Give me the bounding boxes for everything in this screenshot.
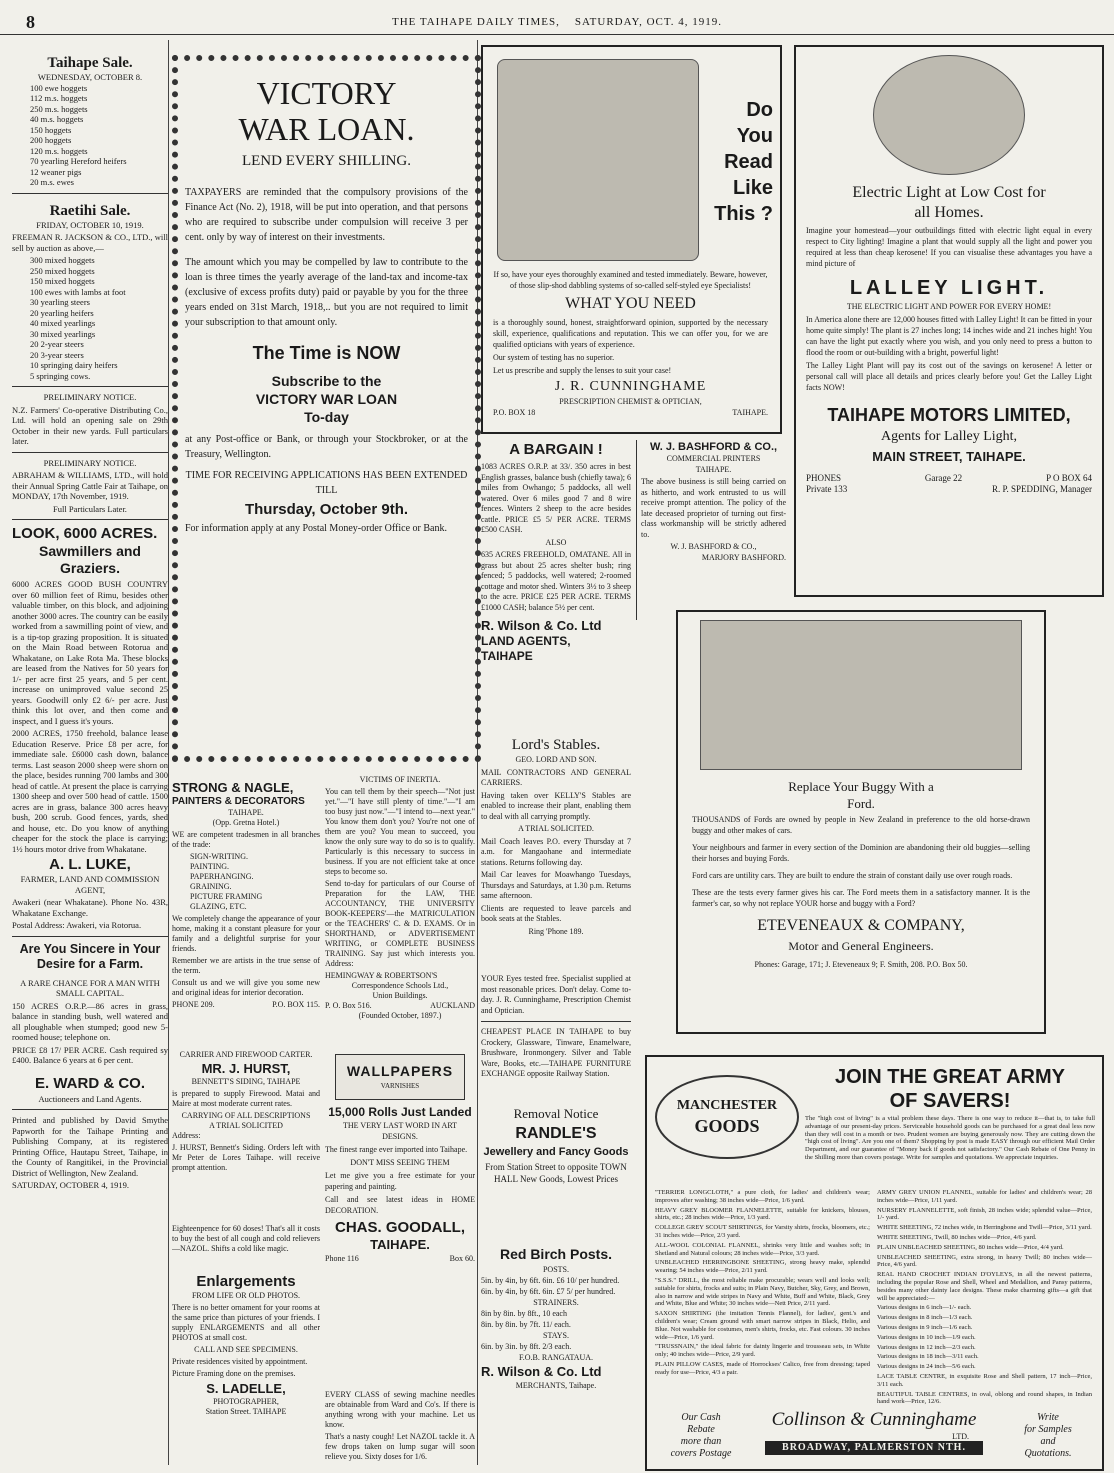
rebate-line: Our Cash <box>681 1412 721 1423</box>
lot-list <box>12 255 168 381</box>
ad-price: PRICE £8 17/ PER ACRE. Cash required sy £400. Balance 6 years at 6 per cent. <box>12 1044 168 1065</box>
ad-name: J. R. CUNNINGHAME <box>554 379 707 394</box>
ad-paragraph: The Lalley Light Plant will pay its cost out of the savings on kerosene! A letter or personal call will place all details and prices clearly before you! Get the Lalley Light facts NOW! <box>806 361 1092 392</box>
ad-paragraph: From Station Street to opposite TOWN HALL New Goods, Lowest Prices <box>485 1162 627 1184</box>
logo-text-2: GOODS <box>694 1116 760 1136</box>
ad-role: PHOTOGRAPHER, <box>213 1397 279 1406</box>
taihape-sale-ad <box>12 54 168 188</box>
ad-address: Station Street. TAIHAPE <box>205 1407 287 1416</box>
ad-title: VICTORY <box>256 75 397 111</box>
ad-paragraph: Having taken over KELLY'S Stables are enabled to increase their plant, enabling them to deal with all carrying promptly. <box>481 790 631 821</box>
eyes-tested-ad: YOUR Eyes tested free. Specialist supplied at most reasonable prices. Don't delay. Come to-day. J. R. Cunninghame, Prescription Chemist and Optician. <box>481 974 631 1015</box>
ad-line: A TRIAL SOLICITED <box>209 1121 283 1130</box>
product-item: PLAIN PILLOW CASES, made of Horrockses' Calico, free from dressing; taped ready for use—Price, 4/3 a pair. <box>655 1360 870 1376</box>
sale-date: WEDNESDAY, OCTOBER 8. <box>37 72 143 82</box>
wallpaper-banner <box>335 1054 465 1100</box>
founded: (Founded October, 1897.) <box>358 1011 442 1020</box>
small-ads <box>325 1388 475 1468</box>
fob: F.O.B. RANGATAUA. <box>518 1353 594 1362</box>
ad-title: W. J. BASHFORD & CO., <box>649 441 778 453</box>
ad-paragraph: at any Post-office or Bank, or through your Stockbroker, or at the Treasury, Wellington. <box>185 434 468 460</box>
sewing-ad: EVERY CLASS of sewing machine needles are obtainable from Ward and Co's. If there is anything wrong with your machine. Let us know. <box>325 1390 475 1429</box>
ad-name: CHAS. GOODALL, <box>335 1219 465 1236</box>
ad-subtitle: Sawmillers and Graziers. <box>39 543 141 576</box>
products-right <box>877 1189 1092 1408</box>
ad-paragraph: J. HURST, Bennett's Siding. Orders left with Mr Peter de Lores Taihape. will receive prompt attention. <box>172 1143 320 1172</box>
product-item: REAL HAND CROCHET INDIAN D'OYLEYS, in all the newest patterns, including the popular Rose and Shell, Wheel and Medallion, and Pansy patterns, besides many other dainty lace designs. These make charming gifts—a gift that will be appreciated:— <box>877 1271 1092 1302</box>
town: TAIHAPE. <box>228 808 264 817</box>
lot-item: 250 m.s. hoggets <box>30 103 88 114</box>
agent-role: Auctioneers and Land Agents. <box>38 1093 142 1104</box>
trade-item: GLAZING, ETC. <box>190 902 247 911</box>
lot-item: 20 3-year steers <box>30 349 84 360</box>
ad-title: LOOK, 6000 ACRES. <box>12 525 158 542</box>
look-6000-acres-ad <box>12 525 168 931</box>
write-line: and <box>1040 1436 1056 1447</box>
notice-body: ABRAHAM & WILLIAMS, LTD., will hold their Annual Spring Cattle Fair at Taihape, on MONDAY, 17th November, 1919. <box>12 470 168 501</box>
ad-subtitle: BENNETT'S SIDING, TAIHAPE <box>191 1077 301 1086</box>
write-for-samples <box>1002 1412 1094 1460</box>
po-box: P.O. BOX 115. <box>272 1000 320 1009</box>
subscribe-line: Subscribe to the <box>271 373 382 389</box>
ad-name: S. LADELLE, <box>206 1381 286 1396</box>
firm-name: R. Wilson & Co. Ltd <box>481 618 602 633</box>
manchester-goods-ad <box>645 1055 1104 1471</box>
agent-name: A. L. LUKE, <box>49 856 131 873</box>
stays-line: 6in. by 3in. by 8ft. 2/3 each. <box>481 1342 572 1351</box>
ad-paragraph: Send to-day for particulars of our Course of Preparation for the LAW, THE ACCOUNTANCY, THE UNIVERSITY BOOK-KEEPERS'—the MATRICULATION or the TEACHERS' C. & D. EXAMS. Or in SHORTHAND, or ADVERTISEMENT WRITING, or COMPLETE BUSINESS TRAINING. Say just which interests you. Address: <box>325 879 475 968</box>
ad-body-2: 2000 ACRES, 1750 freehold, balance lease Education Reserve. Price £8 per acre, for immediate sale. £6000 cash down, balance terms. Last season 2000 sheep were shorn on the place, besides running 700 lambs and 300 head of cattle. At present the place is carrying 1300 sheep and over 500 head of cattle. 1500 acres are in grass, balance 300 acres heavy bush, 200 scrub. Good fences, yards, shed and house, etc. Do you know of anything cheaper for the stock the place is carrying; 1½ hours motor drive from Whakatane. <box>12 728 168 854</box>
victims-of-inertia-ad <box>325 775 475 1043</box>
firm-name: HEMINGWAY & ROBERTSON'S <box>325 971 438 980</box>
brand-tagline: THE ELECTRIC LIGHT AND POWER FOR EVERY HOME! <box>846 302 1052 311</box>
optician-ad <box>481 45 782 434</box>
ad-subtitle: COMMERCIAL PRINTERS <box>666 454 761 463</box>
bargain-ad <box>481 440 631 725</box>
lot-item: 40 mixed yearlings <box>30 318 96 328</box>
price-line: 6in. by 4in, by 6ft. 6in. £7 5/ per hundred. <box>481 1287 616 1296</box>
firm-name: Collinson & Cunninghame <box>771 1409 977 1430</box>
ad-subtitle: LEND EVERY SHILLING. <box>241 153 411 169</box>
company-name: TAIHAPE MOTORS LIMITED, <box>827 405 1071 425</box>
garage-phone: Garage 22 <box>924 473 963 483</box>
ad-paragraph: Mail Coach leaves P.O. every Thursday at 7 a.m. for Mangaohane and intermediate stations. Returns following day. <box>481 836 631 867</box>
firm-ltd: LTD. <box>952 1432 969 1441</box>
farm-sincere-ad <box>12 942 168 1105</box>
company-role: Motor and General Engineers. <box>788 939 934 953</box>
headline-2: all Homes. <box>914 204 984 221</box>
phones-label: PHONES <box>806 473 842 483</box>
small-ads-col3 <box>481 972 631 1092</box>
town: TAIHAPE. <box>370 1237 430 1252</box>
agent-name: E. WARD & CO. <box>34 1074 145 1092</box>
ad-line: DON'T MISS SEEING THEM <box>350 1158 450 1167</box>
ad-name: RANDLE'S <box>515 1125 597 1142</box>
firm-detail: Union Buildings. <box>372 991 428 1000</box>
product-item: Various designs in 6 inch—1/- each. <box>877 1304 972 1312</box>
headline: Electric Light at Low Cost for <box>852 184 1046 201</box>
product-item: ARMY GREY UNION FLANNEL, suitable for ladies' and children's wear; 28 inches wide—Price, 1/11 yard. <box>877 1189 1092 1204</box>
headline: You <box>736 125 773 147</box>
ad-paragraph: Remember we are artists in the true sense of the term. <box>172 956 320 975</box>
ad-subtitle: GEO. LORD AND SON. <box>515 755 597 764</box>
product-item: Various designs in 9 inch—1/6 each. <box>877 1323 973 1331</box>
street: MAIN STREET, TAIHAPE. <box>872 449 1026 464</box>
firm-name: R. Wilson & Co. Ltd <box>481 1364 602 1379</box>
po-box: P.O. BOX 18 <box>493 408 536 417</box>
nazol-ad-2: That's a nasty cough! Let NAZOL tackle it. A few drops taken on lump sugar will soon relieve you. Sixty doses for 1/6. <box>325 1432 475 1461</box>
trade-list <box>172 852 320 912</box>
ad-line: Our system of testing has no superior. <box>493 353 615 362</box>
ad-paragraph: is a thoroughly sound, honest, straightforward opinion, supported by the necessary skill, experience, qualifications and reputation. This we can offer you, for we are qualified opticians with years of experience. <box>493 318 768 349</box>
ad-paragraph: WE are competent tradesmen in all branches of the trade: <box>172 830 320 849</box>
notice-body: N.Z. Farmers' Co-operative Distributing Co., Ltd. will hold an opening sale on 29th October in their new yards. Full particulars later. <box>12 404 168 446</box>
ad-title: VICTIMS OF INERTIA. <box>359 775 441 784</box>
ad-paragraph: These are the tests every farmer gives his car. The Ford meets them in a satisfactory manner. It is the farmer's car, so why not replace YOUR horse and buggy with a Ford? <box>692 888 1030 908</box>
cash-rebate <box>655 1412 747 1460</box>
ad-line: CARRYING OF ALL DESCRIPTIONS <box>181 1111 311 1120</box>
headline: Do <box>746 99 773 121</box>
ad-paragraph: MAIL CONTRACTORS AND GENERAL CARRIERS. <box>481 767 631 787</box>
ad-paragraph: There is no better ornament for your rooms at the same price than pictures of your friends. I supply ENLARGEMENTS and all other PHOTOS at small cost. <box>172 1303 320 1342</box>
ad-paragraph: Mail Car leaves for Moawhango Tuesdays, Thursdays and Saturdays, at 1.30 p.m. Returns same afternoon. <box>481 870 631 900</box>
enlargements-ad <box>172 1272 320 1467</box>
strong-nagle-ad <box>172 780 320 1038</box>
preliminary-notice-1 <box>12 392 168 447</box>
trade-item: PAINTING. <box>190 862 230 871</box>
reading-men-illustration <box>497 59 699 261</box>
product-item: WHITE SHEETING, Twill, 80 inches wide—Price, 4/6 yard. <box>877 1233 1037 1241</box>
product-item: "TRUSSNAIN," the ideal fabric for dainty lingerie and trousseau sets, in White only; 40 inches wide—Price, 2/9 yard. <box>655 1343 870 1359</box>
product-item: "S.S.S." DRILL, the most reliable make procurable; wears well and looks well; suitable for shirts, frocks and suits; in Plain Navy, Butcher, Sky, Grey, and Brown, also in narrow and wide stripes in Navy and White, Buff and White, Black, Grey and White, Blue and White; 30 inches wide—Nett Price, 2/11 yard. <box>655 1276 870 1308</box>
price-line: 8in by 8in. by 8ft., 10 each <box>481 1309 567 1318</box>
lot-item: 70 yearling Hereford heifers <box>30 156 127 166</box>
ad-paragraph: We completely change the appearance of your home, making it a constant pleasure for your family and a delightful surprise for your friends. <box>172 914 320 953</box>
po-box: Box 60. <box>449 1254 475 1263</box>
ad-title: 15,000 Rolls Just Landed <box>328 1105 472 1119</box>
firm-street: BROADWAY, PALMERSTON NTH. <box>765 1441 983 1455</box>
column-1 <box>12 40 168 1465</box>
headline-2: Ford. <box>847 796 875 811</box>
product-item: NURSERY FLANNELETTE, soft finish, 28 inches wide; splendid value—Price, 1/- yard. <box>877 1206 1092 1222</box>
agents-line: Agents for Lalley Light, <box>880 429 1018 444</box>
imprint-body: Printed and published by David Smythe Papworth for the Taihape Printing and Publishing Company, at its registered Printing Office, Hautapu Street, Taihape, in the County of Rangitikei, in the Provincial District of Wellington, New Zealand. <box>12 1115 168 1178</box>
product-item: UNBLEACHED SHEETING, extra strong, in heavy Twill; 80 inches wide—Price, 4/6 yard. <box>877 1253 1092 1269</box>
lot-item: 20 yearling heifers <box>30 307 94 318</box>
private-phone: Private 133 <box>806 484 848 494</box>
ad-paragraph: Imagine your homestead—your outbuildings fitted with electric light equal in every respect to City lighting! Imagine a plant that would supply all the light and power you required at less than cheap kerosene! If you can visualise these advantages you have a mind picture of <box>806 226 1092 268</box>
signature: W. J. BASHFORD & CO., <box>670 542 757 551</box>
ad-paragraph: You can tell them by their speech—"Not just yet."—"I have still plenty of time."—"I am too busy just now."—"I intend to—next year." You know them don't you? You're not one of them are you? You mean to succeed, you know the only sure way to do so is to qualify. Particularly is this necessary to success in business. If you are not efficient take at once steps to become so. <box>325 787 475 876</box>
ad-paragraph: Private residences visited by appointment. <box>172 1357 308 1366</box>
preliminary-notice-2 <box>12 458 168 515</box>
ad-title: Taihape Sale. <box>47 55 133 71</box>
extended-notice: TIME FOR RECEIVING APPLICATIONS HAS BEEN EXTENDED TILL <box>185 470 468 496</box>
imprint <box>12 1115 168 1191</box>
newspaper-title: THE TAIHAPE DAILY TIMES, <box>391 16 560 28</box>
ad-paragraph: The finest range ever imported into Taihape. <box>325 1145 468 1154</box>
product-item: Various designs in 12 inch—2/3 each. <box>877 1343 976 1351</box>
ford-ad <box>676 610 1046 1034</box>
brand-name: LALLEY LIGHT. <box>849 277 1049 299</box>
trade-item: PAPERHANGING. <box>190 872 254 881</box>
firm-detail: Correspondence Schools Ltd., <box>351 981 449 990</box>
lot-item: 20 2-year steers <box>30 339 84 349</box>
ad-role: PRESCRIPTION CHEMIST & OPTICIAN, <box>559 397 702 406</box>
lot-item: 100 ewe hoggets <box>30 82 88 93</box>
ad-title: STRONG & NAGLE, <box>172 780 294 795</box>
lot-item: 12 weaner pigs <box>30 166 82 177</box>
ad-paragraph: Call and see latest ideas in HOME DECORATION. <box>325 1195 475 1215</box>
lot-item: 250 mixed hoggets <box>30 265 95 276</box>
phone: PHONE 209. <box>172 1000 215 1009</box>
lot-item: 112 m.s. hoggets <box>30 93 88 103</box>
ad-paragraph: Clients are requested to leave parcels and book seats at the Stables. <box>481 903 631 923</box>
banner-text: WALLPAPERS <box>346 1063 454 1079</box>
ad-line: A TRIAL SOLICITED. <box>518 824 594 833</box>
product-item: HEAVY GREY BLOOMER FLANNELETTE, suitable for knickers, blouses, shirts, etc.; 28 inches wide—Price, 1/3 yard. <box>655 1206 870 1222</box>
ad-paragraph: TAXPAYERS are reminded that the compulsory provisions of the Finance Act (No. 2), 1918, will be put into operation, and that persons who are required to subscribe under compulsion will receive 3 per cent. only by way of interest on their investments. <box>185 187 468 243</box>
notice-footer: Full Particulars Later. <box>53 503 127 514</box>
lot-item: 300 mixed hoggets <box>30 255 95 265</box>
phone: Ring 'Phone 189. <box>528 926 584 936</box>
lot-list <box>12 83 168 188</box>
ad-subtitle: FROM LIFE OR OLD PHOTOS. <box>191 1291 301 1300</box>
price-line: 5in. by 4in, by 6ft. 6in. £6 10/ per hundred. <box>481 1276 620 1285</box>
issue-date: SATURDAY, OCT. 4, 1919. <box>574 16 723 28</box>
lot-item: 120 m.s. hoggets <box>30 145 88 156</box>
lalley-light-ad <box>794 45 1104 597</box>
lot-item: 40 m.s. hoggets <box>30 114 84 124</box>
ad-paragraph: The above business is still being carried on as hitherto, and work entrusted to us will receive prompt attention. The policy of the late deceased proprietor of turning out first-class workmanship will be strictly adhered to. <box>641 477 786 539</box>
agent-role: FARMER, LAND AND COMMISSION AGENT, <box>20 874 160 895</box>
products-left <box>655 1189 870 1379</box>
ad-paragraph: Picture Framing done on the premises. <box>172 1369 296 1378</box>
phone: Phone 116 <box>325 1254 359 1263</box>
price-line: 8in. by 8in. by 7ft. 11/ each. <box>481 1320 571 1329</box>
ad-paragraph: Ford cars are untility cars. They are built to endure the strain of constant daily use over rough roads. <box>692 871 1013 880</box>
write-line: for Samples <box>1024 1424 1072 1435</box>
agent-address: Awakeri (near Whakatane). Phone No. 43R, Whakatane Exchange. <box>12 897 168 918</box>
product-item: Various designs in 8 inch—1/3 each. <box>877 1314 973 1322</box>
ad-body: FREEMAN R. JACKSON & CO., LTD., will sell by auction as above,— <box>12 232 168 253</box>
town: TAIHAPE. <box>695 464 732 474</box>
lot-item: 5 springing cows. <box>30 370 91 381</box>
rebate-line: covers Postage <box>670 1448 732 1459</box>
masthead <box>0 10 1114 35</box>
product-item: Various designs in 24 inch—5/6 each. <box>877 1363 976 1371</box>
sale-date: FRIDAY, OCTOBER 10, 1919. <box>36 219 144 230</box>
ad-paragraph: is prepared to supply Firewood. Matai and Maire at most moderate current rates. <box>172 1089 320 1108</box>
logo-text: MANCHESTER <box>676 1098 778 1113</box>
loan-name: VICTORY WAR LOAN <box>255 391 398 407</box>
ad-body: 150 ACRES O.R.P.—86 acres in grass, balance in standing bush, well watered and all ploughable when stumped; good new 5-roomed house; telephone on. <box>12 1000 168 1042</box>
rebate-line: more than <box>680 1436 722 1447</box>
notice-title: PRELIMINARY NOTICE. <box>43 457 137 468</box>
lot-item: 150 hoggets <box>30 124 72 135</box>
po-box: P. O. Box 516. <box>325 1001 372 1010</box>
deadline-date: Thursday, October 9th. <box>244 501 409 518</box>
ad-title: Red Birch Posts. <box>499 1246 613 1262</box>
manager: R. P. SPEDDING, Manager <box>992 484 1092 494</box>
section-strainers: STRAINERS. <box>533 1298 579 1307</box>
banner-sub: VARNISHES <box>380 1082 420 1090</box>
lot-item: 30 mixed yearlings <box>30 328 96 339</box>
trade-item: SIGN-WRITING. <box>190 852 248 861</box>
ad-paragraph: Your neighbours and farmer in every section of the Dominion are abandoning their old buggies—selling their horses and buying Fords. <box>692 843 1030 863</box>
ad-paragraph: Eighteenpence for 60 doses! That's all it costs to buy the best of all cough and cold relievers—NAZOL. Shifts a cold like magic. <box>172 1224 320 1253</box>
column-rule <box>168 40 169 1465</box>
bashford-ad <box>636 440 786 620</box>
ad-title: CARRIER AND FIREWOOD CARTER. <box>179 1050 313 1059</box>
product-item: UNBLEACHED HERRINGBONE SHEETING, strong heavy make, splendid wearing; 54 inches wide—Price, 2/11 yard. <box>655 1259 870 1275</box>
product-item: WHITE SHEETING, 72 inches wide, in Herringbone and Twill—Price, 3/11 yard. <box>877 1224 1092 1232</box>
raetihi-sale-ad <box>12 202 168 382</box>
randle-ad <box>481 1105 631 1235</box>
signature-2: MARJORY BASHFORD. <box>701 552 786 562</box>
ford-car-illustration <box>700 620 1022 770</box>
product-item: COLLEGE GREY SCOUT SHIRTINGS, for Varsity shirts, frocks, bloomers, etc.; 31 inches wide—Price, 2/3 yard. <box>655 1224 870 1239</box>
ad-subtitle: A RARE CHANCE FOR A MAN WITH SMALL CAPITAL. <box>20 977 160 998</box>
ad-title: Lord's Stables. <box>511 737 601 753</box>
firm-detail: MERCHANTS, Taihape. <box>515 1381 597 1390</box>
ad-intro: The "high cost of living" is a vital problem these days. There is one way to reduce it—that is, to take full advantage of our present-day prices. Serviceable household goods can be purchased for a great deal less now than they will cost in a month or two. Prudent women are buying generously now. They are cutting down the "high cost of living". Are you one of them? Shopping by post is made EASY through our efficient Mail Order Department, and our guarantee of "Money back if goods not satisfactory." Our Cash Rebate of One Penny in the Shilling more than covers postage. Write for samples and quotations. We appreciate inquiries. <box>805 1115 1095 1161</box>
headline: Read <box>724 151 773 173</box>
ad-body: 6000 ACRES GOOD BUSH COUNTRY over 60 million feet of Rimu, besides other valuable timber, on this block, and adjoining another 3000 acres. The country can be easily worked from a sawmilling point of view, and is a tip-top grazing proposition. It is situated on the Main Road between Rotorua and Whakatane, on Lake Rota Ma. These blocks are leased from the Natives for 50 years for 1/- per acre first 25 years, and 5 per cent. increase on unimproved value second 25 years. Goodwill only £2 6/- per acre. Just think this lot over, and then come and inspect, and I guess it's yours. <box>12 579 168 726</box>
product-item: "TERRIER LONGCLOTH," a pure cloth, for ladies' and children's wear; improves after washing; 38 inches wide—Price, 1/6 yard. <box>655 1189 870 1204</box>
wallpapers-ad <box>325 1050 475 1380</box>
headline: JOIN THE GREAT ARMY <box>834 1066 1065 1088</box>
ad-title: Removal Notice <box>513 1106 599 1121</box>
product-item: LACE TABLE CENTRE, in exquisite Rose and Shell pattern, 17 inch—Price, 3/11 each. <box>877 1372 1092 1388</box>
ad-name: MR. J. HURST, <box>201 1061 291 1076</box>
notice-title: PRELIMINARY NOTICE. <box>43 392 137 402</box>
hurst-ad <box>172 1050 320 1210</box>
write-line: Write <box>1037 1412 1059 1423</box>
firm-signature <box>749 1407 999 1463</box>
ad-paragraph: If so, have your eyes thoroughly examined and tested immediately. Beware, however, of those slip-shod dabbling systems of so-called self-styled eye Specialists! <box>493 270 768 290</box>
imprint-date: SATURDAY, OCTOBER 4, 1919. <box>12 1180 129 1190</box>
rebate-line: Rebate <box>687 1424 715 1435</box>
lot-item: 150 mixed hoggets <box>30 276 95 286</box>
po-box: P O BOX 64 <box>1046 473 1092 483</box>
section-posts: POSTS. <box>542 1265 569 1274</box>
headline: Like This ? <box>714 177 773 225</box>
ad-title: Enlargements <box>196 1273 296 1290</box>
section-stays: STAYS. <box>543 1331 569 1340</box>
headline: Replace Your Buggy With a <box>788 779 934 794</box>
ad-title: WHAT YOU NEED <box>565 295 696 312</box>
product-item: Various designs in 10 inch—1/9 each. <box>877 1333 976 1341</box>
headline-2: OF SAVERS! <box>889 1090 1011 1112</box>
house-illustration <box>873 55 1025 175</box>
city: AUCKLAND <box>430 1001 475 1010</box>
trade-item: PICTURE FRAMING <box>190 892 263 901</box>
phones: Phones: Garage, 171; J. Eteveneaux 9; F. Smith, 208. P.O. Box 50. <box>754 960 968 969</box>
company-name: ETEVENEAUX & COMPANY, <box>757 917 965 934</box>
ad-subtitle: Jewellery and Fancy Goods <box>483 1146 629 1158</box>
ad-paragraph: Let me give you a free estimate for your papering and painting. <box>325 1171 475 1191</box>
product-item: Various designs in 18 inch—3/11 each. <box>877 1353 979 1361</box>
ad-paragraph: 635 ACRES FREEHOLD, OMATANE. All in grass but about 25 acres shelter bush; ring fenced; 5 paddocks, well watered; 2-roomed cottage and motor shed. Winters 3½ to 3 sheep to the acre. PRICE £25 PER ACRE. TERMS £1000 CASH; balance 5½ per cent. <box>481 550 631 612</box>
ad-paragraph: In America alone there are 12,000 houses fitted with Lalley Light! It can be fitted in your home quite simply! The plant is 27 inches long; 14 inches wide and 21 inches high! You can have the light put exactly where you wish, and you only need to press a button to flood the room or out-building with a bright, powerful light! <box>806 315 1092 357</box>
product-item: BEAUTIFUL TABLE CENTRES, in oval, oblong and round shapes, in Indian hand work—Price, 12/6. <box>877 1390 1092 1406</box>
red-birch-posts-ad <box>481 1245 631 1470</box>
firm-detail: LAND AGENTS, <box>481 634 571 648</box>
nazol-ad-1 <box>172 1222 320 1262</box>
ad-line: Address: <box>172 1131 201 1140</box>
ad-title-2: WAR LOAN. <box>238 111 415 147</box>
product-item: PLAIN UNBLEACHED SHEETING, 80 inches wide—Price, 4/4 yard. <box>877 1243 1064 1251</box>
ad-title: Are You Sincere in Your Desire for a Farm. <box>19 941 161 971</box>
ad-paragraph: 1083 ACRES O.R.P. at 33/. 350 acres in best English grasses, balance bush (chiefly tawa); 6 miles from Owhango; 5 paddocks, all well watered. Over 6 miles good 7 and 8 wire fences. Winters 2 sheep to the acre besides cattle. PRICE £5 5/ PER ACRE. TERMS £500 CASH. <box>481 462 631 534</box>
ad-line: THE VERY LAST WORD IN ART DESIGNS. <box>342 1121 458 1141</box>
ad-title: Raetihi Sale. <box>49 202 131 219</box>
ad-paragraph: Consult us and we will give you some new and original ideas for interior decoration. <box>172 978 320 997</box>
ad-paragraph: For information apply at any Postal Money-order Office or Bank. <box>185 523 447 534</box>
page-number: 8 <box>26 12 35 32</box>
product-item: SAXON SHIRTING (the imitation Tennis Flannel), for ladies', gent.'s and children's wear; Cream ground with smart narrow stripes in Black, Helio, and Blue. Not washable for costumes, men's shirts, frocks, etc. Fast colours. 30 inches wide—Price, 1/6 yard. <box>655 1310 870 1341</box>
lot-item: 30 yearling steers <box>30 297 90 307</box>
lot-item: 100 ewes with lambs at foot <box>30 286 126 297</box>
ad-subtitle: PAINTERS & DECORATORS <box>172 796 305 807</box>
lot-item: 200 hoggets <box>30 135 72 145</box>
cheapest-place-ad: CHEAPEST PLACE IN TAIHAPE to buy Crockery, Glassware, Tinware, Enamelware, Brushware, Ironmongery. Silver and Table Ware, Books, etc.—TAIHAPE FURNITURE EXCHANGE opposite Railway Station. <box>481 1027 631 1078</box>
manchester-logo <box>655 1075 799 1159</box>
today: To-day <box>304 409 349 425</box>
ad-paragraph: The amount which you may be compelled by law to contribute to the loan is three times the yearly average of the land-tax and income-tax (exclusive of excess profits duty) paid or payable by you for the three years ended on 31st March, 1918,.. but you are not required to limit your subscription to that amount only. <box>185 257 468 328</box>
postal-address: Postal Address: Awakeri, via Rotorua. <box>12 920 142 930</box>
ad-line: CALL AND SEE SPECIMENS. <box>194 1345 298 1354</box>
lords-stables-ad <box>481 735 631 965</box>
firm-town: TAIHAPE <box>481 649 533 663</box>
lot-item: 20 m.s. ewes <box>30 177 74 187</box>
product-item: ALL-WOOL COLONIAL FLANNEL, shrinks very little and washes soft; in Shetland and Natural colours; 28 inches wide—Price, 3/3 yard. <box>655 1241 870 1257</box>
lot-item: 10 springing dairy heifers <box>30 360 118 370</box>
write-line: Quotations. <box>1024 1448 1072 1459</box>
ad-paragraph: THOUSANDS of Fords are owned by people in New Zealand in preference to the old horse-drawn buggy and other makes of cars. <box>692 815 1030 835</box>
time-is-now: The Time is NOW <box>252 343 401 363</box>
town: TAIHAPE. <box>732 408 768 417</box>
ad-line: Let us prescribe and supply the lenses to suit your case! <box>493 366 672 375</box>
trade-item: GRAINING. <box>190 882 232 891</box>
ad-title: A BARGAIN ! <box>509 441 603 458</box>
victory-war-loan-ad <box>172 55 481 762</box>
ad-line: ALSO <box>545 537 567 547</box>
location: (Opp. Gretna Hotel.) <box>212 818 280 827</box>
